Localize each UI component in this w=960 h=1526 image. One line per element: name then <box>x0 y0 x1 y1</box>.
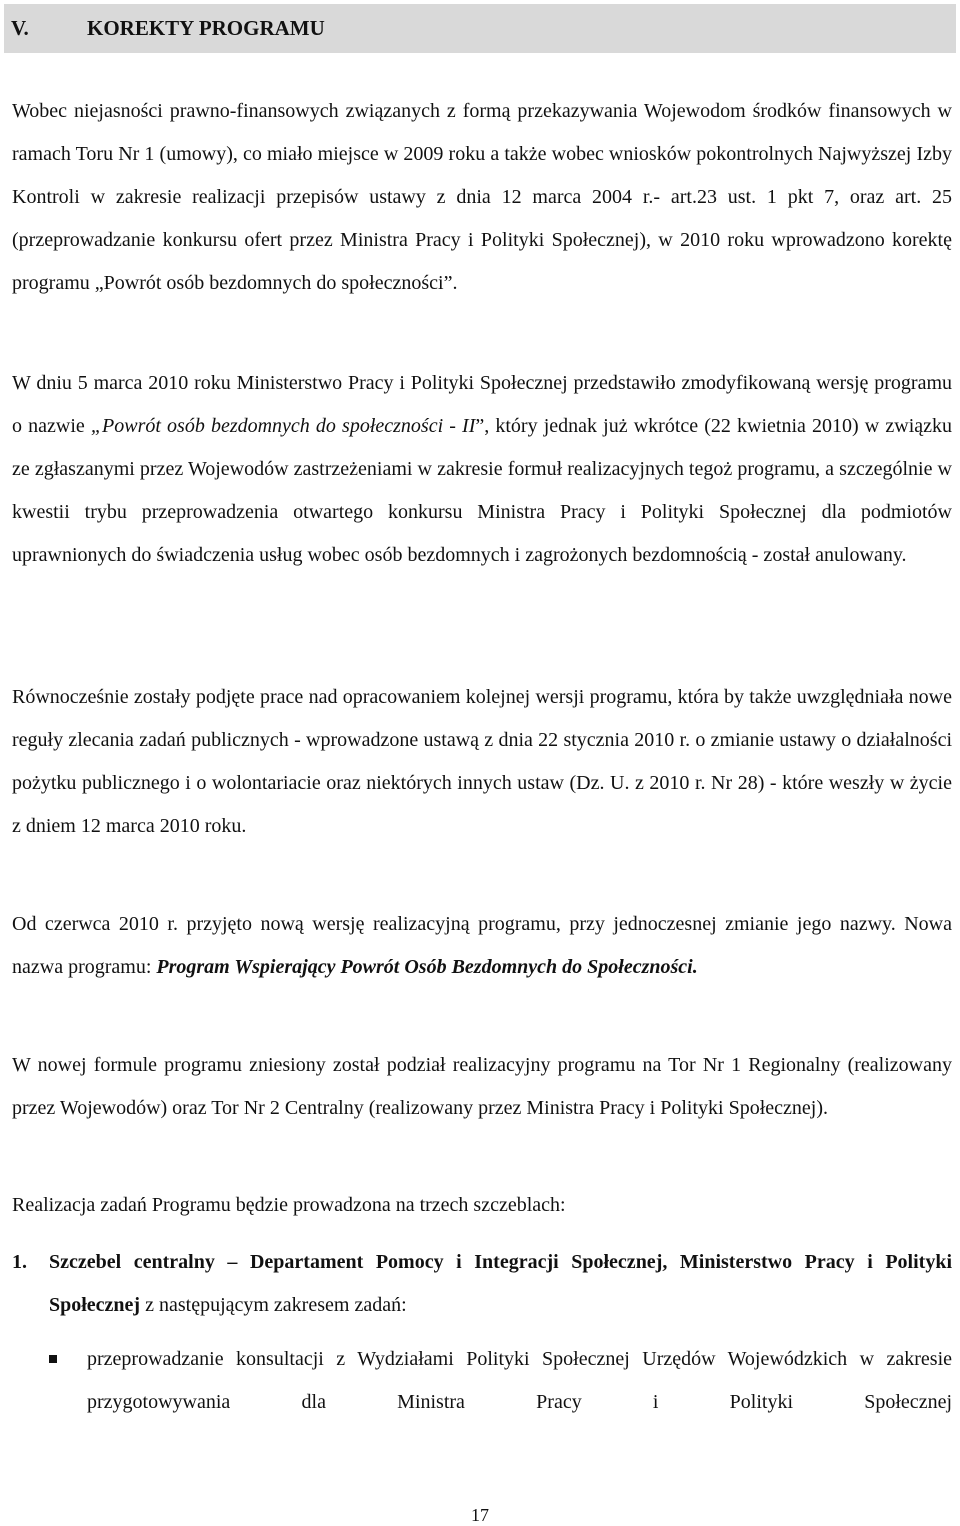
bullet-item-text: przeprowadzanie konsultacji z Wydziałami Polityki Społecznej Urzędów Wojewódzkich w zakresie przygotowywania dla Ministra Pracy i Polityki Społecznej <box>87 1348 952 1413</box>
paragraph-6: Realizacja zadań Programu będzie prowadzona na trzech szczeblach: <box>12 1194 566 1216</box>
paragraph-1: Wobec niejasności prawno-finansowych związanych z formą przekazywania Wojewodom środków finansowych w ramach Toru Nr 1 (umowy), co miało miejsce w 2009 roku a także wobec wniosków pokontrolnych Najwyższej Izby Kontroli w zakresie realizacji przepisów ustawy z dnia 12 marca 2004 r.- art.23 ust. 1 pkt 7, oraz art. 25 (przeprowadzanie konkursu ofert przez Ministra Pracy i Polityki Społecznej), w 2010 roku wprowadzono korektę programu „Powrót osób bezdomnych do społeczności”. <box>12 100 952 294</box>
bullet-list-item <box>49 1338 952 1424</box>
list-item-bold: Szczebel centralny – Departament Pomocy i Integracji Społecznej, Ministerstwo Pracy i Polityki Społecznej <box>49 1251 952 1316</box>
paragraph-4-start: Od czerwca 2010 r. przyjęto nową wersję realizacyjną programu, przy jednoczesnej zmianie jego nazwy. Nowa nazwa programu: <box>12 913 952 978</box>
section-heading <box>4 4 956 53</box>
section-number: V. <box>11 16 29 40</box>
square-bullet-icon <box>49 1355 57 1363</box>
paragraph-2-end: ”, który jednak już wkrótce (22 kwietnia 2010) w związku ze zgłaszanymi przez Wojewodów zastrzeżeniami w zakresie formuł realizacyjnych tegoż programu, a szczególnie w kwestii trybu przeprowadzenia otwartego konkursu Ministra Pracy i Polityki Społecznej dla podmiotów uprawnionych do świadczenia usług wobec osób bezdomnych i zagrożonych bezdomnością - został anulowany. <box>12 415 953 566</box>
numbered-list-item-1 <box>12 1241 952 1327</box>
paragraph-5: W nowej formule programu zniesiony został podział realizacyjny programu na Tor Nr 1 Regionalny (realizowany przez Wojewodów) oraz Tor Nr 2 Centralny (realizowany przez Ministra Pracy i Polityki Społecznej). <box>12 1054 952 1119</box>
list-number: 1. <box>12 1251 27 1273</box>
section-title: KOREKTY PROGRAMU <box>87 16 325 40</box>
program-name-italic: „Powrót osób bezdomnych do społeczności - II <box>90 415 476 437</box>
new-program-name: Program Wspierający Powrót Osób Bezdomnych do Społeczności. <box>156 956 698 978</box>
paragraph-4 <box>12 903 952 989</box>
list-item-rest: z następującym zakresem zadań: <box>140 1294 407 1316</box>
page-number: 17 <box>471 1505 489 1525</box>
paragraph-3: Równocześnie zostały podjęte prace nad opracowaniem kolejnej wersji programu, która by także uwzględniała nowe reguły zlecania zadań publicznych - wprowadzone ustawą z dnia 22 stycznia 2010 r. o zmianie ustawy o działalności pożytku publicznego i o wolontariacie oraz niektórych innych ustaw (Dz. U. z 2010 r. Nr 28) - które weszły w życie z dniem 12 marca 2010 roku. <box>12 686 952 837</box>
list-item-text <box>49 1241 952 1327</box>
paragraph-2-start: W dniu 5 marca 2010 roku Ministerstwo Pracy i Polityki Społecznej przedstawiło zmodyfikowaną wersję programu o nazwie <box>12 372 952 437</box>
paragraph-2 <box>12 362 952 577</box>
